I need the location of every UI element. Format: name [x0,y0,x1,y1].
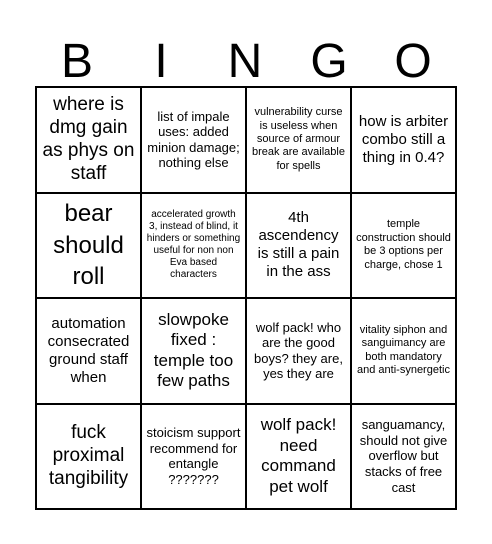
bingo-cell[interactable] [141,87,246,193]
bingo-cell[interactable] [36,298,141,404]
bingo-cell[interactable] [141,298,246,404]
header-letter-o: O [394,35,432,88]
header-letter-n: N [227,35,263,88]
cell-text: automation consecrated ground staff when [47,314,130,386]
cell-text: bear should roll [53,200,124,290]
bingo-cell[interactable] [246,298,351,404]
cell-text: vulnerability curse is useless when source of armour break are available for spells [252,106,345,172]
bingo-cell[interactable] [351,404,456,510]
cell-text: fuck proximal tangibility [48,422,129,489]
cell-text: how is arbiter combo still a thing in 0.4? [358,112,449,166]
cell-text: slowpoke fixed : temple too few paths [153,309,234,391]
cell-text: sanguamancy, should not give overflow but stacks of free cast [359,417,448,495]
cell-text: where is dmg gain as phys on staff [42,94,135,184]
bingo-cell[interactable] [36,404,141,510]
bingo-cell[interactable] [246,87,351,193]
bingo-cell[interactable] [141,404,246,510]
header-letter-g: G [310,35,348,88]
bingo-cell[interactable] [36,87,141,193]
header-letter-i: I [154,35,168,88]
cell-text: temple construction should be 3 options per charge, chose 1 [356,218,451,271]
bingo-cell[interactable] [351,298,456,404]
cell-text: wolf pack! who are the good boys? they are, yes they are [254,319,343,382]
cell-text: 4th ascendency is still a pain in the ass [257,209,340,281]
header-letter-b: B [60,35,93,88]
cell-text: list of impale uses: added minion damage; nothing else [147,108,240,171]
cell-text: vitality siphon and sanguimancy are both mandatory and anti-synergetic [357,323,450,377]
cell-text: accelerated growth 3, instead of blind, it hinders or something useful for non non Eva based characters [146,209,241,281]
bingo-cell[interactable] [246,193,351,299]
bingo-cell[interactable] [141,193,246,299]
bingo-cell[interactable] [36,193,141,299]
cell-text: stoicism support recommend for entangle ??????? [146,425,241,487]
bingo-board [35,86,457,510]
cell-text: wolf pack! need command pet wolf [260,415,337,496]
bingo-cell[interactable] [246,404,351,510]
bingo-header [35,30,455,86]
bingo-cell[interactable] [351,193,456,299]
bingo-cell[interactable] [351,87,456,193]
